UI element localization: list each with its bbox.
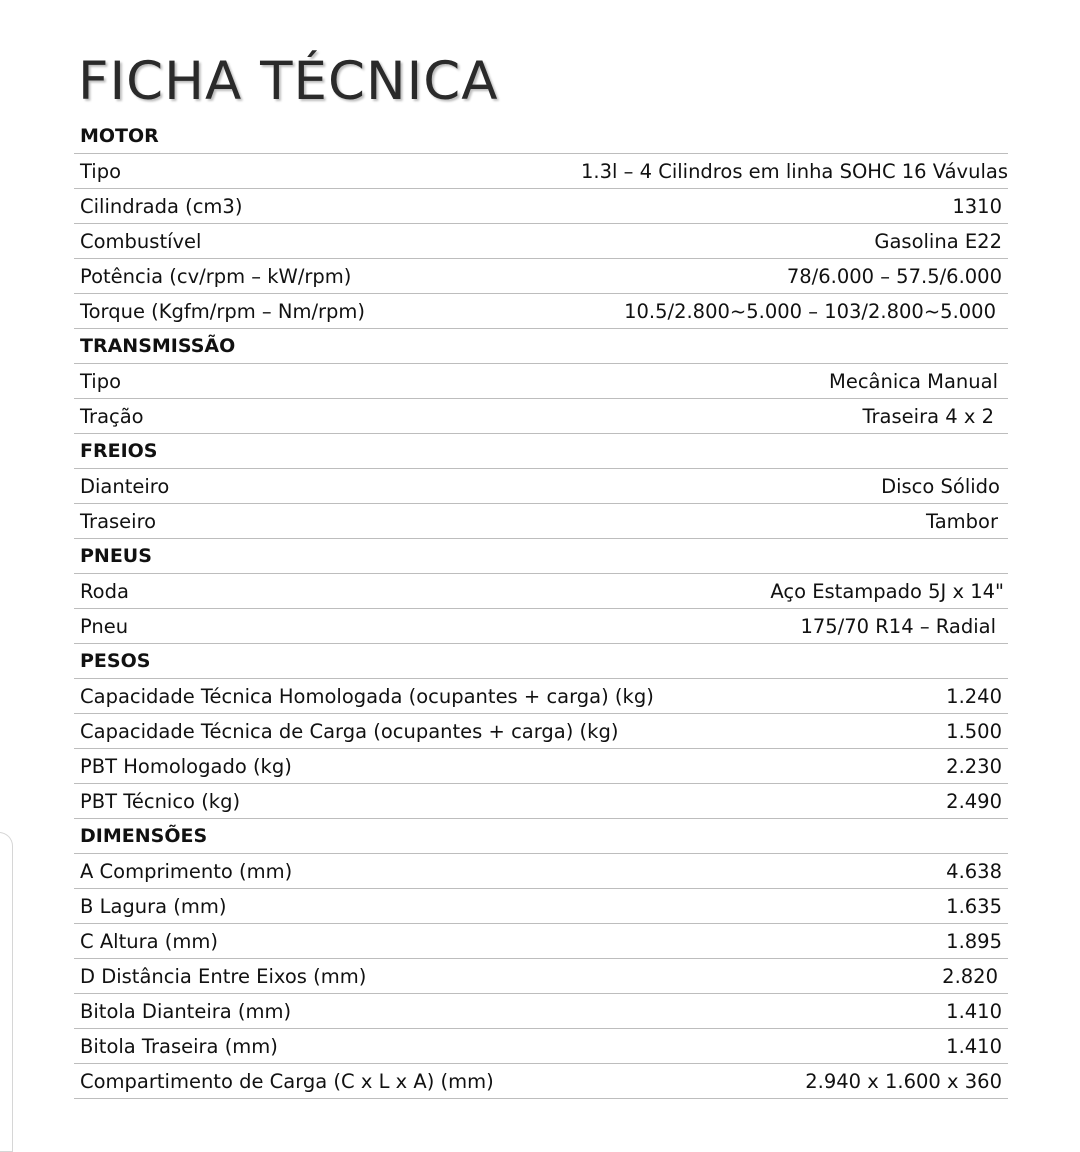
spec-row: [74, 469, 1008, 504]
spec-row: [74, 364, 1008, 399]
spec-label: Tipo: [80, 159, 122, 183]
spec-value: 78/6.000 – 57.5/6.000: [786, 264, 1002, 288]
spec-row: [74, 1064, 1008, 1099]
spec-label: Capacidade Técnica Homologada (ocupantes + carga) (kg): [80, 684, 654, 708]
spec-row: [74, 504, 1008, 539]
spec-row: [74, 294, 1008, 329]
spec-label: Bitola Dianteira (mm): [80, 999, 292, 1023]
section-heading-pesos: [74, 644, 1008, 679]
section-heading-motor: [74, 119, 1008, 154]
spec-value: 10.5/2.800~5.000 – 103/2.800~5.000: [624, 299, 996, 323]
spec-row: [74, 784, 1008, 819]
spec-value: Gasolina E22: [874, 229, 1002, 253]
spec-row: [74, 609, 1008, 644]
section-heading-label: FREIOS: [80, 440, 158, 462]
spec-row: [74, 924, 1008, 959]
spec-label: Compartimento de Carga (C x L x A) (mm): [80, 1069, 494, 1093]
spec-value: Disco Sólido: [881, 474, 1000, 498]
spec-label: Pneu: [80, 614, 129, 638]
spec-label: Traseiro: [80, 509, 157, 533]
spec-value: 1.410: [946, 1034, 1002, 1058]
spec-row: [74, 154, 1008, 189]
spec-value: 2.820: [942, 964, 998, 988]
spec-value: Tambor: [926, 509, 998, 533]
section-heading-label: PESOS: [80, 650, 151, 672]
section-heading-freios: [74, 434, 1008, 469]
spec-label: Torque (Kgfm/rpm – Nm/rpm): [80, 299, 366, 323]
spec-label: Capacidade Técnica de Carga (ocupantes + carga) (kg): [80, 719, 619, 743]
spec-row: [74, 994, 1008, 1029]
section-heading-label: MOTOR: [80, 125, 159, 147]
spec-label: Potência (cv/rpm – kW/rpm): [80, 264, 352, 288]
section-heading-label: TRANSMISSÃO: [80, 335, 236, 357]
spec-label: Tração: [80, 404, 144, 428]
spec-label: PBT Técnico (kg): [80, 789, 241, 813]
spec-label: Combustível: [80, 229, 202, 253]
section-heading-label: PNEUS: [80, 545, 152, 567]
spec-value: 2.230: [946, 754, 1002, 778]
section-heading-transmissao: [74, 329, 1008, 364]
spec-value: 1.410: [946, 999, 1002, 1023]
spec-label: PBT Homologado (kg): [80, 754, 292, 778]
spec-row: [74, 574, 1008, 609]
spec-value: 1.895: [946, 929, 1002, 953]
spec-row: [74, 854, 1008, 889]
section-heading-pneus: [74, 539, 1008, 574]
spec-label: Cilindrada (cm3): [80, 194, 243, 218]
spec-label: Tipo: [80, 369, 122, 393]
section-heading-dimensoes: [74, 819, 1008, 854]
spec-label: Roda: [80, 579, 129, 603]
spec-value: 4.638: [946, 859, 1002, 883]
section-heading-label: DIMENSÕES: [80, 825, 208, 847]
spec-row: [74, 889, 1008, 924]
spec-label: C Altura (mm): [80, 929, 218, 953]
spec-value: Aço Estampado 5J x 14": [770, 579, 1004, 603]
spec-value: 2.940 x 1.600 x 360: [805, 1069, 1002, 1093]
spec-value: 1.635: [946, 894, 1002, 918]
side-panel-edge: [0, 832, 13, 1152]
spec-value: Traseira 4 x 2: [862, 404, 994, 428]
spec-row: [74, 399, 1008, 434]
spec-row: [74, 259, 1008, 294]
page-title: FICHA TÉCNICA: [78, 51, 499, 112]
spec-value: 1.500: [946, 719, 1002, 743]
spec-row: [74, 959, 1008, 994]
spec-label: A Comprimento (mm): [80, 859, 293, 883]
spec-row: [74, 224, 1008, 259]
spec-value: 1310: [952, 194, 1002, 218]
spec-value: Mecânica Manual: [829, 369, 998, 393]
spec-row: [74, 1029, 1008, 1064]
spec-label: Bitola Traseira (mm): [80, 1034, 278, 1058]
spec-row: [74, 749, 1008, 784]
spec-value: 2.490: [946, 789, 1002, 813]
spec-label: B Lagura (mm): [80, 894, 227, 918]
spec-row: [74, 714, 1008, 749]
spec-table: [74, 119, 1008, 1099]
spec-value: 175/70 R14 – Radial: [800, 614, 996, 638]
spec-label: Dianteiro: [80, 474, 170, 498]
spec-label: D Distância Entre Eixos (mm): [80, 964, 367, 988]
spec-row: [74, 679, 1008, 714]
spec-value: 1.240: [946, 684, 1002, 708]
spec-row: [74, 189, 1008, 224]
spec-value: 1.3l – 4 Cilindros em linha SOHC 16 Vávulas: [581, 159, 1008, 183]
